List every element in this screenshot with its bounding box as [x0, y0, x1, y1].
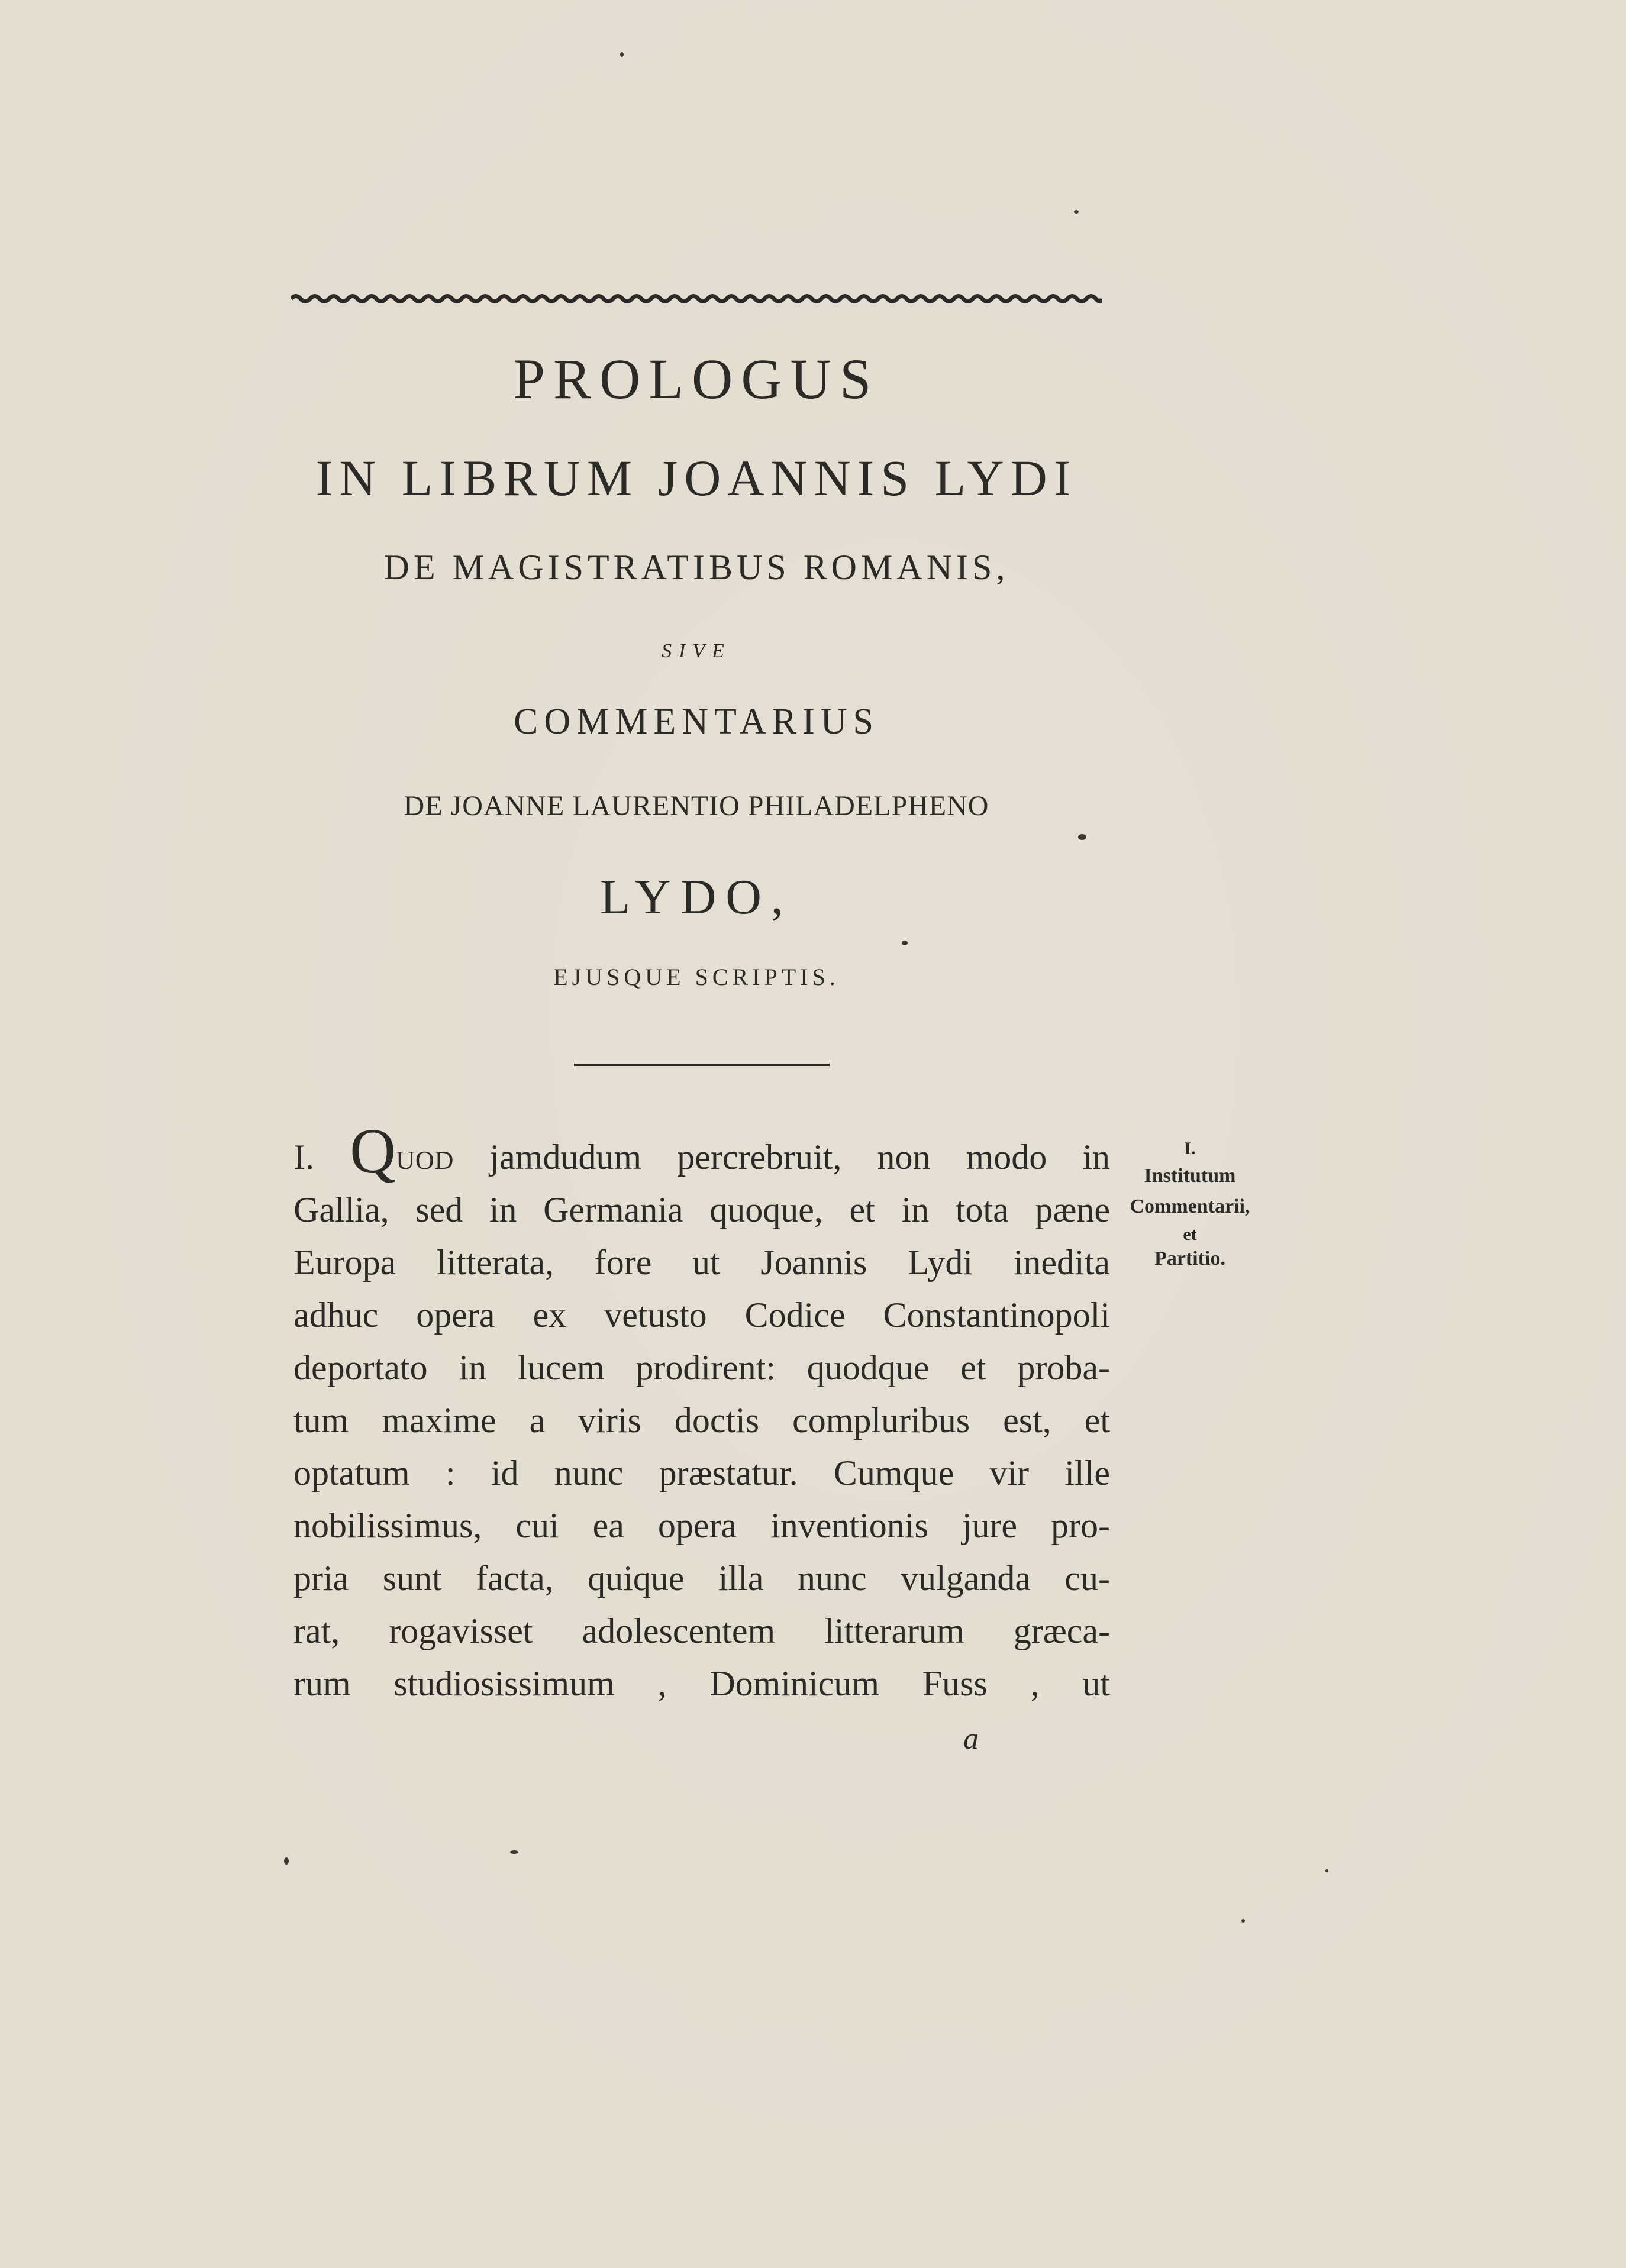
initial-small-caps: UOD: [396, 1146, 454, 1175]
paper-speck: [510, 1850, 518, 1854]
marginal-number: I.: [1184, 1139, 1196, 1158]
marginal-line: Institutum: [1144, 1165, 1236, 1187]
marginal-line: et: [1183, 1225, 1197, 1244]
title-sive: SIVE: [662, 640, 731, 662]
body-line: Gallia, sed in Germania quoque, et in tota pæne: [293, 1190, 1110, 1229]
marginal-line: Partitio.: [1154, 1248, 1225, 1269]
paper-speck: [1241, 1919, 1245, 1923]
title-prologus: PROLOGUS: [513, 347, 880, 411]
title-commentarius: COMMENTARIUS: [514, 702, 879, 742]
title-divider: [574, 1064, 830, 1066]
title-de-joanne: DE JOANNE LAURENTIO PHILADELPHENO: [404, 790, 989, 822]
body-paragraph: [293, 1116, 1111, 1710]
body-line: tum maxime a viris doctis compluribus est, et: [293, 1401, 1110, 1440]
body-line: Europa litterata, fore ut Joannis Lydi inedita: [293, 1243, 1110, 1282]
body-line: pria sunt facta, quique illa nunc vulganda cu-: [293, 1559, 1110, 1598]
paper-speck: [284, 1857, 289, 1865]
body-line: rat, rogavisset adolescentem litterarum græca-: [293, 1611, 1110, 1650]
body-line: [293, 1116, 1111, 1187]
paper-speck: [902, 941, 908, 945]
section-number: I.: [293, 1138, 314, 1177]
marginal-line: Commentarii,: [1130, 1196, 1250, 1217]
title-lydo: LYDO,: [600, 870, 793, 925]
body-line: rum studiosissimum , Dominicum Fuss , ut: [293, 1664, 1110, 1703]
title-ejusque-scriptis: EJUSQUE SCRIPTIS.: [553, 964, 840, 990]
body-line-text: jamdudum percrebruit, non modo in: [454, 1138, 1111, 1177]
paper-speck: [1074, 210, 1079, 214]
body-line: nobilissimus, cui ea opera inventionis jure pro-: [293, 1506, 1110, 1545]
paper-speck: [1078, 834, 1086, 840]
title-in-librum: IN LIBRUM JOANNIS LYDI: [315, 450, 1077, 506]
title-de-magistratibus: DE MAGISTRATIBUS ROMANIS,: [383, 548, 1009, 587]
ornamental-rule: [291, 290, 1102, 308]
marginal-note: [1112, 1137, 1267, 1274]
signature-mark: a: [963, 1722, 979, 1756]
body-line: adhuc opera ex vetusto Codice Constantinopoli: [293, 1295, 1110, 1335]
body-line: optatum : id nunc præstatur. Cumque vir ille: [293, 1453, 1110, 1492]
drop-initial: Q: [350, 1116, 396, 1187]
paper-speck: [1325, 1869, 1328, 1872]
body-line: deportato in lucem prodirent: quodque et proba-: [293, 1348, 1110, 1387]
paper-speck: [620, 52, 624, 57]
